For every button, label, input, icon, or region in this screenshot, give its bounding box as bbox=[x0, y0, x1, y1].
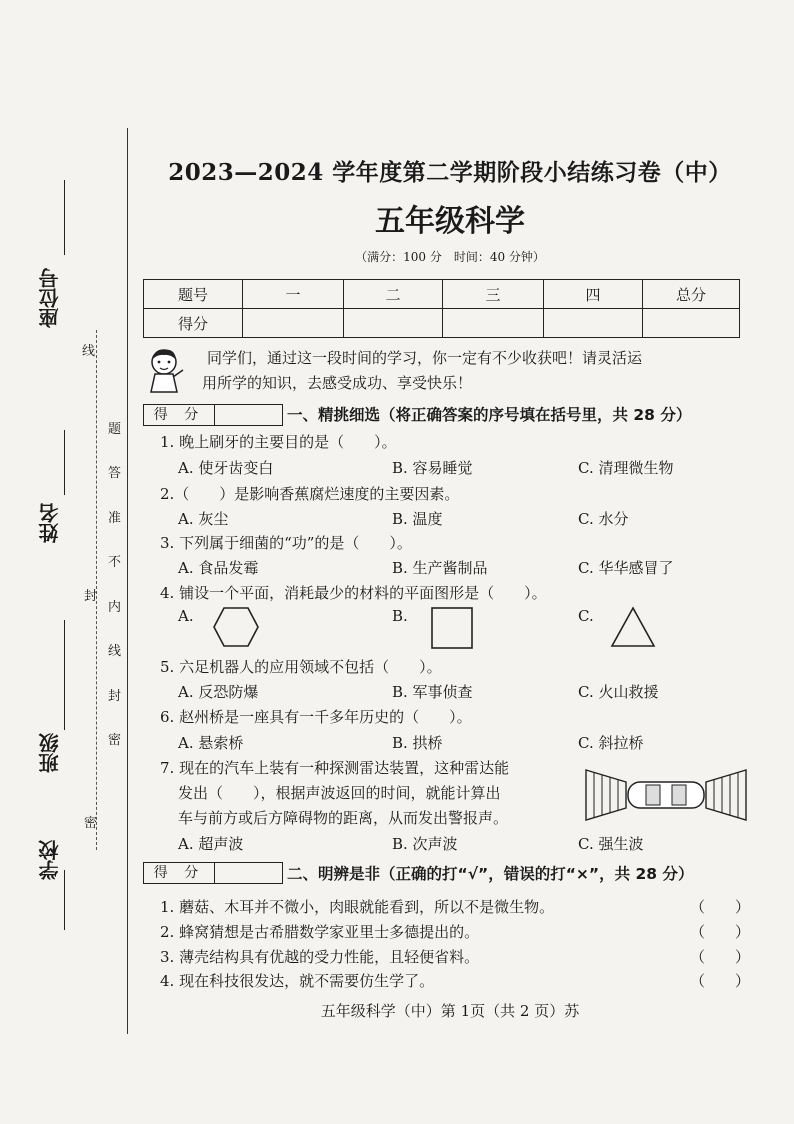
seal-line-char: 密 bbox=[108, 733, 122, 748]
q1-option-c: C. 清理微生物 bbox=[578, 459, 674, 477]
seal-char-feng: 封 bbox=[84, 589, 98, 604]
seal-line-char: 内 bbox=[108, 600, 122, 615]
seal-line-char: 线 bbox=[108, 644, 122, 659]
score-table-cell: 四 bbox=[544, 280, 643, 309]
intro-line-2: 用所学的知识，去感受成功、享受快乐！ bbox=[202, 374, 473, 392]
seal-line-char: 答 bbox=[108, 466, 122, 481]
question-7-line-2: 发出（ ），根据声波返回的时间，就能计算出 bbox=[178, 784, 501, 802]
school-fill-line bbox=[64, 870, 65, 930]
question-3: 3. 下列属于细菌的“功”的是（ ）。 bbox=[160, 534, 412, 552]
q2-option-c: C. 水分 bbox=[578, 510, 629, 528]
q1-option-a: A. 使牙齿变白 bbox=[178, 459, 274, 477]
triangle-icon bbox=[610, 606, 656, 648]
score-input-cell[interactable] bbox=[344, 309, 443, 338]
q3-option-a: A. 食品发霉 bbox=[178, 559, 259, 577]
score-table-header-row bbox=[144, 280, 740, 309]
judgement-item-3: 3. 薄壳结构具有优越的受力性能，且轻便省料。 bbox=[160, 948, 480, 966]
q6-option-c: C. 斜拉桥 bbox=[578, 734, 644, 752]
exam-title: 2023—2024 学年度第二学期阶段小结练习卷（中） bbox=[168, 159, 732, 186]
score-box-label: 得 分 bbox=[144, 863, 215, 883]
q4-option-a: A. bbox=[178, 607, 194, 625]
question-4: 4. 铺设一个平面，消耗最少的材料的平面图形是（ ）。 bbox=[160, 584, 547, 602]
seat-fill-line bbox=[64, 180, 65, 255]
seal-char-mi: 密 bbox=[84, 816, 98, 831]
score-table-cell: 二 bbox=[344, 280, 443, 309]
q7-option-b: B. 次声波 bbox=[392, 835, 458, 853]
score-table-cell: 得分 bbox=[144, 309, 243, 338]
score-table-score-row bbox=[144, 309, 740, 338]
score-table-cell: 一 bbox=[243, 280, 344, 309]
answer-parentheses[interactable]: （ ） bbox=[690, 948, 751, 966]
q7-option-c: C. 强生波 bbox=[578, 835, 644, 853]
q6-option-a: A. 悬索桥 bbox=[178, 734, 244, 752]
intro-line-1: 同学们，通过这一段时间的学习，你一定有不少收获吧！请灵活运 bbox=[207, 349, 643, 367]
q4-option-b: B. bbox=[392, 607, 408, 625]
q6-option-b: B. 拱桥 bbox=[392, 734, 443, 752]
intro-text bbox=[187, 346, 747, 396]
page-footer: 五年级科学（中）第 1页（共 2 页）苏 bbox=[320, 1002, 580, 1020]
section2-score-box bbox=[143, 862, 283, 884]
seal-line-char: 封 bbox=[108, 689, 122, 704]
score-box-label: 得 分 bbox=[144, 405, 215, 425]
score-table-cell: 总分 bbox=[643, 280, 740, 309]
class-label: 班级 bbox=[38, 733, 62, 773]
question-6: 6. 赵州桥是一座具有一千多年历史的（ ）。 bbox=[160, 708, 472, 726]
answer-parentheses[interactable]: （ ） bbox=[690, 923, 751, 941]
score-box-input[interactable] bbox=[215, 863, 282, 883]
judgement-item-1: 1. 蘑菇、木耳并不微小，肉眼就能看到，所以不是微生物。 bbox=[160, 898, 555, 916]
judgement-item-4: 4. 现在科技很发达，就不需要仿生学了。 bbox=[160, 972, 435, 990]
seat-label: 座位号 bbox=[38, 268, 62, 328]
answer-parentheses[interactable]: （ ） bbox=[690, 972, 751, 990]
seal-line-char: 准 bbox=[108, 511, 122, 526]
q5-option-c: C. 火山救援 bbox=[578, 683, 659, 701]
question-5: 5. 六足机器人的应用领域不包括（ ）。 bbox=[160, 658, 442, 676]
subject-title: 五年级科学 bbox=[375, 204, 525, 239]
class-fill-line bbox=[64, 620, 65, 730]
q3-option-b: B. 生产酱制品 bbox=[392, 559, 488, 577]
question-7-line-1: 7. 现在的汽车上装有一种探测雷达装置，这种雷达能 bbox=[160, 759, 510, 777]
score-table-cell: 题号 bbox=[144, 280, 243, 309]
q5-option-b: B. 军事侦查 bbox=[392, 683, 473, 701]
section1-title: 一、精挑细选（将正确答案的序号填在括号里，共 28 分） bbox=[287, 406, 692, 424]
answer-parentheses[interactable]: （ ） bbox=[690, 898, 751, 916]
judgement-item-2: 2. 蜂窝猜想是古希腊数学家亚里士多德提出的。 bbox=[160, 923, 480, 941]
q2-option-a: A. 灰尘 bbox=[178, 510, 229, 528]
exam-note: （满分：100 分 时间：40 分钟） bbox=[355, 250, 545, 264]
radar-car-icon bbox=[582, 760, 750, 830]
score-table-cell: 三 bbox=[443, 280, 544, 309]
name-fill-line bbox=[64, 430, 65, 495]
school-label: 学校 bbox=[38, 840, 62, 880]
score-input-cell[interactable] bbox=[643, 309, 740, 338]
section2-title: 二、明辨是非（正确的打“√”，错误的打“×”，共 28 分） bbox=[287, 865, 694, 883]
q3-option-c: C. 华华感冒了 bbox=[578, 559, 674, 577]
score-input-cell[interactable] bbox=[544, 309, 643, 338]
q5-option-a: A. 反恐防爆 bbox=[178, 683, 259, 701]
hexagon-icon bbox=[212, 606, 260, 648]
q1-option-b: B. 容易睡觉 bbox=[392, 459, 473, 477]
binding-border-line bbox=[127, 128, 128, 1034]
seal-line-char: 不 bbox=[108, 555, 122, 570]
question-1: 1. 晚上刷牙的主要目的是（ ）。 bbox=[160, 433, 397, 451]
seal-char-xian: 线 bbox=[82, 344, 96, 359]
square-icon bbox=[430, 606, 474, 650]
score-box-input[interactable] bbox=[215, 405, 282, 425]
score-input-cell[interactable] bbox=[443, 309, 544, 338]
cartoon-girl-icon bbox=[143, 346, 185, 394]
question-2: 2.（ ）是影响香蕉腐烂速度的主要因素。 bbox=[160, 485, 460, 503]
section1-score-box bbox=[143, 404, 283, 426]
question-7-line-3: 车与前方或后方障碍物的距离，从而发出警报声。 bbox=[178, 809, 509, 827]
q7-option-a: A. 超声波 bbox=[178, 835, 244, 853]
q4-option-c: C. bbox=[578, 607, 594, 625]
name-label: 姓名 bbox=[38, 503, 62, 543]
score-input-cell[interactable] bbox=[243, 309, 344, 338]
score-table bbox=[143, 279, 740, 338]
q2-option-b: B. 温度 bbox=[392, 510, 443, 528]
seal-line-char: 题 bbox=[108, 422, 122, 437]
